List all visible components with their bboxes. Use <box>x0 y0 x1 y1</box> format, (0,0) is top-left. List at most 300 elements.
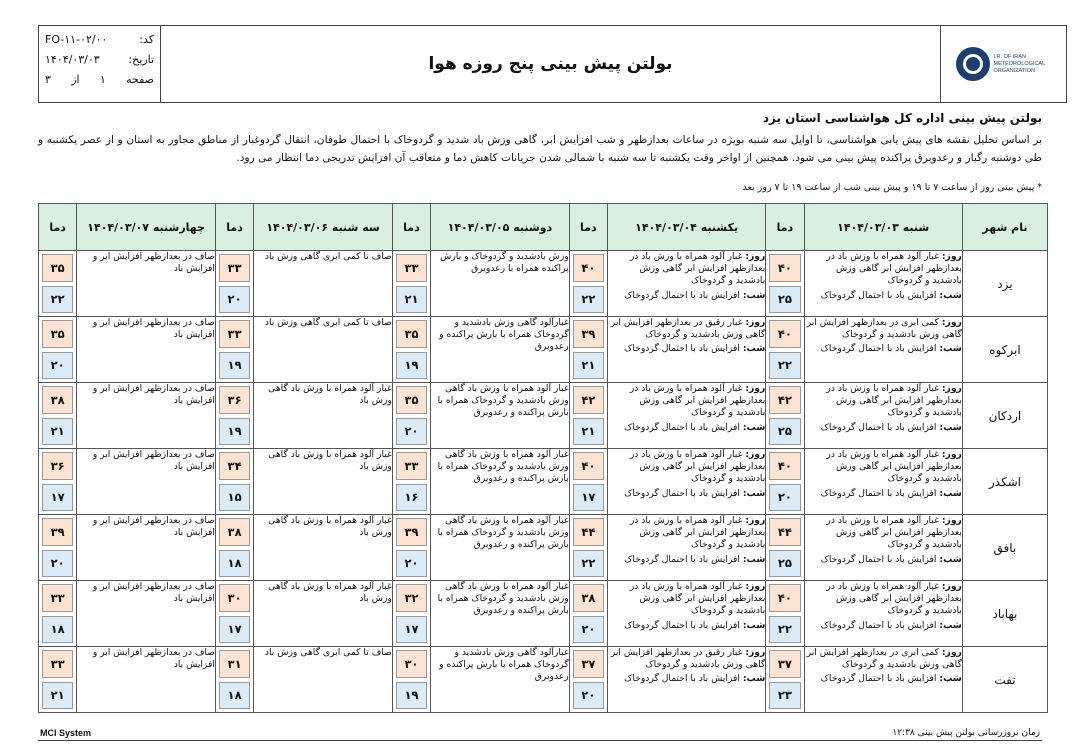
temperature-cell <box>39 647 77 713</box>
min-temp: ۲۱ <box>42 418 73 446</box>
day-header: شنبه ۱۴۰۴/۰۳/۰۳ <box>804 204 962 251</box>
temperature-cell <box>569 647 607 713</box>
day-forecast <box>608 515 765 552</box>
forecast-text: صاف تا کمی ابری گاهی وزش باد <box>264 317 392 328</box>
temperature-stack <box>570 317 607 382</box>
temperature-cell <box>766 647 804 713</box>
forecast-text: غبار آلود همراه با وزش باد گاهی وزش بادشدید و گردوخاک همراه با بارش پراکنده و رعدوبرق <box>437 515 569 551</box>
forecast-cell <box>254 317 393 383</box>
night-text: افزایش باد با احتمال گردوخاک <box>820 487 937 499</box>
forecast-text: وزش بادشدید و گردوخاک و بارش پراکنده همراه با رعدوبرق <box>440 251 569 275</box>
min-temp: ۲۱ <box>396 286 427 314</box>
max-temp: ۴۰ <box>769 254 800 282</box>
day-text: غبار رقیق در بعدازظهر افزایش ابر گاهی وزش بادشدید و گردوخاک <box>610 317 766 341</box>
forecast-text: غبارآلود گاهی وزش بادشدید و گردوخاک همراه با بارش پراکنده و رعدوبرق <box>439 317 569 353</box>
forecast-text: غبار آلود همراه با وزش باد گاهی وزش بادشدید و گردوخاک همراه با بارش پراکنده و رعدوبرق <box>437 581 569 617</box>
night-forecast <box>608 343 765 355</box>
bulletin-header <box>38 25 1067 103</box>
temperature-stack <box>570 515 607 580</box>
forecast-text: غبار آلود همراه با وزش باد گاهی وزش باد <box>268 515 392 539</box>
night-text: افزایش باد با احتمال گردوخاک <box>624 553 740 565</box>
forecast-cell <box>77 449 216 515</box>
temperature-stack <box>39 449 76 514</box>
page-of: از <box>71 73 80 86</box>
night-text: افزایش باد با احتمال گردوخاک <box>820 421 937 433</box>
temp-header: دما <box>39 204 77 251</box>
day-label: روز: <box>941 581 962 592</box>
forecast-cell <box>77 383 216 449</box>
city-name: اردکان <box>962 383 1047 449</box>
temperature-cell <box>766 383 804 449</box>
min-temp: ۱۷ <box>396 616 427 644</box>
day-text: غبار آلود همراه با وزش باد در بعدازظهر افزایش ابر گاهی وزش بادشدید و گردوخاک <box>826 515 962 551</box>
day-text: غبار آلود همراه با وزش باد در بعدازظهر افزایش ابر گاهی وزش بادشدید و گردوخاک <box>629 581 766 617</box>
temperature-cell <box>392 515 430 581</box>
day-header: چهارشنبه ۱۴۰۴/۰۳/۰۷ <box>77 204 216 251</box>
forecast-text: غبار آلود همراه با وزش باد گاهی وزش بادشدید و گردوخاک همراه با بارش پراکنده و رعدوبرق <box>437 449 569 485</box>
night-label: شب: <box>742 553 766 565</box>
forecast-cell <box>77 317 216 383</box>
night-text: افزایش باد با احتمال گردوخاک <box>820 673 937 685</box>
max-temp: ۴۰ <box>573 452 604 480</box>
day-text: غبار آلود همراه با وزش باد در بعدازظهر افزایش ابر گاهی وزش بادشدید و گردوخاک <box>826 449 962 485</box>
temperature-stack <box>216 581 253 646</box>
night-forecast <box>608 488 765 500</box>
night-text: افزایش باد با احتمال گردوخاک <box>624 289 740 301</box>
day-label: روز: <box>941 515 962 526</box>
max-temp: ۴۲ <box>573 386 604 414</box>
night-label: شب: <box>742 673 766 685</box>
forecast-text: غبار آلود همراه با وزش باد گاهی وزش باد <box>268 581 392 605</box>
max-temp: ۳۳ <box>219 320 250 348</box>
day-text: غبار رقیق در بعدازظهر افزایش ابر گاهی وزش بادشدید و گردوخاک <box>610 647 766 671</box>
table-row <box>39 383 1048 449</box>
city-name: ابرکوه <box>962 317 1047 383</box>
max-temp: ۳۹ <box>573 320 604 348</box>
min-temp: ۲۰ <box>769 484 800 512</box>
max-temp: ۳۹ <box>396 518 427 546</box>
max-temp: ۳۹ <box>42 518 73 546</box>
temperature-cell <box>569 581 607 647</box>
temperature-stack <box>39 581 76 646</box>
min-temp: ۱۹ <box>219 418 250 446</box>
day-label: روز: <box>941 251 962 262</box>
temperature-stack <box>216 449 253 514</box>
forecast-cell <box>254 251 393 317</box>
table-row <box>39 251 1048 317</box>
min-temp: ۲۵ <box>769 550 800 578</box>
min-temp: ۲۲ <box>573 550 604 578</box>
min-temp: ۱۹ <box>396 682 427 710</box>
max-temp: ۳۵ <box>396 386 427 414</box>
day-forecast <box>805 383 962 420</box>
night-label: شب: <box>939 421 962 433</box>
day-text: غبار آلود همراه با وزش باد در بعدازظهر افزایش ابر گاهی وزش بادشدید و گردوخاک <box>629 383 766 419</box>
night-text: افزایش باد با احتمال گردوخاک <box>820 343 937 355</box>
night-text: افزایش باد با احتمال گردوخاک <box>624 487 740 499</box>
max-temp: ۳۸ <box>42 386 73 414</box>
max-temp: ۳۸ <box>219 518 250 546</box>
temp-header: دما <box>569 204 607 251</box>
forecast-cell <box>607 647 765 713</box>
forecast-cell <box>804 647 962 713</box>
forecast-text: غبار آلود همراه با وزش باد گاهی وزش باد <box>268 449 392 473</box>
page-current: ۱ <box>99 73 106 86</box>
temperature-stack <box>39 647 76 712</box>
day-text: غبار آلود همراه با وزش باد در بعدازظهر افزایش ابر گاهی وزش بادشدید و گردوخاک <box>826 251 962 287</box>
temperature-cell <box>39 449 77 515</box>
forecast-cell <box>77 251 216 317</box>
forecast-cell <box>254 515 393 581</box>
day-header: دوشنبه ۱۴۰۴/۰۳/۰۵ <box>431 204 570 251</box>
temperature-stack <box>393 581 430 646</box>
forecast-rows <box>39 251 1048 713</box>
min-temp: ۲۰ <box>573 682 604 710</box>
temperature-stack <box>393 515 430 580</box>
temperature-stack <box>39 251 76 316</box>
max-temp: ۳۲ <box>396 584 427 612</box>
temp-header: دما <box>215 204 253 251</box>
max-temp: ۳۱ <box>219 650 250 678</box>
temperature-cell <box>215 581 253 647</box>
night-forecast <box>805 488 962 500</box>
temperature-stack <box>766 317 803 382</box>
forecast-text: صاف در بعدازظهر افزایش ابر و افزایش باد <box>92 251 215 275</box>
day-text: غبار آلود همراه با وزش باد در بعدازظهر افزایش ابر گاهی وزش بادشدید و گردوخاک <box>629 449 766 485</box>
temp-header: دما <box>766 204 804 251</box>
day-header: یکشنبه ۱۴۰۴/۰۳/۰۴ <box>607 204 765 251</box>
forecast-cell <box>607 515 765 581</box>
day-forecast <box>805 647 962 671</box>
forecast-cell <box>804 581 962 647</box>
table-row <box>39 581 1048 647</box>
temperature-cell <box>392 647 430 713</box>
min-temp: ۲۲ <box>769 352 800 380</box>
temperature-stack <box>570 251 607 316</box>
table-row <box>39 317 1048 383</box>
day-text: کمی ابری در بعدازظهر افزایش ابر گاهی وزش بادشدید و گردوخاک <box>806 317 962 341</box>
forecast-text: صاف در بعدازظهر افزایش ابر و افزایش باد <box>92 647 215 671</box>
forecast-text: صاف در بعدازظهر افزایش ابر و افزایش باد <box>92 581 215 605</box>
day-text: غبار آلود همراه با وزش باد در بعدازظهر افزایش ابر گاهی وزش بادشدید و گردوخاک <box>826 581 962 617</box>
night-label: شب: <box>939 289 962 301</box>
night-label: شب: <box>742 421 766 433</box>
max-temp: ۳۳ <box>42 584 73 612</box>
night-label: شب: <box>939 487 962 499</box>
forecast-cell <box>254 647 393 713</box>
min-temp: ۲۰ <box>573 616 604 644</box>
forecast-cell <box>431 383 570 449</box>
temperature-stack <box>39 515 76 580</box>
temperature-cell <box>39 515 77 581</box>
temperature-stack <box>216 515 253 580</box>
temperature-cell <box>766 581 804 647</box>
max-temp: ۳۳ <box>219 254 250 282</box>
day-label: روز: <box>745 449 766 460</box>
temperature-cell <box>392 449 430 515</box>
temperature-cell <box>215 383 253 449</box>
forecast-text: صاف در بعدازظهر افزایش ابر و افزایش باد <box>92 383 215 407</box>
max-temp: ۳۰ <box>219 584 250 612</box>
forecast-cell <box>431 317 570 383</box>
min-temp: ۲۳ <box>769 682 800 710</box>
night-label: شب: <box>742 619 766 631</box>
forecast-cell <box>77 515 216 581</box>
temperature-stack <box>216 383 253 448</box>
max-temp: ۴۰ <box>769 320 800 348</box>
night-forecast <box>608 620 765 632</box>
max-temp: ۳۶ <box>219 386 250 414</box>
day-label: روز: <box>745 251 766 262</box>
min-temp: ۱۸ <box>219 682 250 710</box>
max-temp: ۳۳ <box>42 650 73 678</box>
temperature-stack <box>766 647 803 712</box>
night-forecast <box>805 620 962 632</box>
min-temp: ۱۸ <box>42 616 73 644</box>
temperature-stack <box>570 383 607 448</box>
temperature-stack <box>393 383 430 448</box>
day-header: سه شنبه ۱۴۰۴/۰۳/۰۶ <box>254 204 393 251</box>
meteorological-organization-logo <box>956 47 1052 81</box>
forecast-cell <box>804 317 962 383</box>
city-name: اشکذر <box>962 449 1047 515</box>
night-label: شب: <box>939 553 962 565</box>
forecast-text: صاف تا کمی ابری گاهی وزش باد <box>264 251 392 262</box>
max-temp: ۳۶ <box>42 452 73 480</box>
night-forecast <box>608 422 765 434</box>
night-text: افزایش باد با احتمال گردوخاک <box>820 619 937 631</box>
max-temp: ۳۸ <box>573 584 604 612</box>
night-text: افزایش باد با احتمال گردوخاک <box>624 421 740 433</box>
night-forecast <box>805 343 962 355</box>
max-temp: ۳۳ <box>396 452 427 480</box>
night-forecast <box>805 673 962 685</box>
day-forecast <box>805 581 962 618</box>
forecast-cell <box>431 581 570 647</box>
night-forecast <box>805 290 962 302</box>
day-text: غبار آلود همراه با وزش باد در بعدازظهر افزایش ابر گاهی وزش بادشدید و گردوخاک <box>629 251 766 287</box>
temperature-cell <box>215 317 253 383</box>
forecast-cell <box>607 383 765 449</box>
temperature-cell <box>392 383 430 449</box>
temperature-cell <box>392 251 430 317</box>
temperature-cell <box>215 449 253 515</box>
min-temp: ۲۵ <box>769 286 800 314</box>
temperature-stack <box>216 251 253 316</box>
page-title: بولتن پیش بینی پنج روزه هوا <box>428 54 673 74</box>
logo-area <box>940 26 1066 102</box>
max-temp: ۴۰ <box>769 452 800 480</box>
temperature-stack <box>393 251 430 316</box>
min-temp: ۲۲ <box>769 616 800 644</box>
forecast-cell <box>431 251 570 317</box>
night-text: افزایش باد با احتمال گردوخاک <box>624 673 740 685</box>
forecast-table <box>38 203 1048 713</box>
forecast-text: غبار آلود همراه با وزش باد گاهی وزش بادشدید و گردوخاک همراه با بارش پراکنده و رعدوبرق <box>437 383 569 419</box>
min-temp: ۲۰ <box>396 418 427 446</box>
day-label: روز: <box>941 449 962 460</box>
date-value: ۱۴۰۴/۰۳/۰۳ <box>45 53 100 66</box>
forecast-summary: بر اساس تحلیل نقشه های پیش یابی هواشناسی، تا اوایل سه شنبه بویژه در ساعات بعدازظهر و شب افزایش ابر، گاهی وزش باد شدید و گردوخاک با احتمال طوفان، انتقال گردوغبار از مناطق مجاور به استان و از عصر یکشنبه و طی دوشنبه رگبار و رعدوبرق پراکنده پیش بینی می شود. همچنین از اواخر وقت یکشنبه تا سه شنبه با شمالی شدن جریانات کاهش دما و متعاقب آن افزایش تدریجی دما انتظار می رود. <box>38 134 1042 164</box>
day-forecast <box>805 251 962 288</box>
forecast-cell <box>804 449 962 515</box>
forecast-text: غبار آلود همراه با وزش باد گاهی وزش باد <box>268 383 392 407</box>
max-temp: ۳۵ <box>42 254 73 282</box>
max-temp: ۳۴ <box>219 452 250 480</box>
day-forecast <box>608 449 765 486</box>
min-temp: ۲۰ <box>42 550 73 578</box>
night-label: شب: <box>939 619 962 631</box>
forecast-cell <box>431 515 570 581</box>
night-label: شب: <box>742 343 766 355</box>
max-temp: ۳۷ <box>573 650 604 678</box>
table-row <box>39 515 1048 581</box>
forecast-cell <box>77 581 216 647</box>
day-forecast <box>608 647 765 671</box>
forecast-cell <box>804 383 962 449</box>
night-label: شب: <box>939 343 962 355</box>
min-temp: ۱۵ <box>219 484 250 512</box>
forecast-cell <box>804 515 962 581</box>
temperature-cell <box>766 251 804 317</box>
temperature-stack <box>570 449 607 514</box>
temperature-cell <box>392 581 430 647</box>
code-label: کد: <box>139 33 154 46</box>
table-row <box>39 449 1048 515</box>
forecast-text: صاف در بعدازظهر افزایش ابر و افزایش باد <box>92 449 215 473</box>
footer-divider <box>38 740 1042 741</box>
update-time <box>892 728 1040 738</box>
min-temp: ۲۰ <box>42 352 73 380</box>
day-forecast <box>805 449 962 486</box>
min-temp: ۲۰ <box>219 286 250 314</box>
temperature-cell <box>39 383 77 449</box>
day-text: غبار آلود همراه با وزش باد در بعدازظهر افزایش ابر گاهی وزش بادشدید و گردوخاک <box>826 383 962 419</box>
day-label: روز: <box>941 383 962 394</box>
day-label: روز: <box>941 317 962 328</box>
table-row <box>39 647 1048 713</box>
code-value: FO-۱۱-۰۲/۰۰ <box>45 33 108 46</box>
day-label: روز: <box>745 383 766 394</box>
temperature-stack <box>766 515 803 580</box>
night-forecast <box>805 422 962 434</box>
temperature-cell <box>215 515 253 581</box>
day-forecast <box>608 581 765 618</box>
max-temp: ۴۰ <box>573 254 604 282</box>
temperature-stack <box>766 383 803 448</box>
night-text: افزایش باد با احتمال گردوخاک <box>624 619 740 631</box>
day-text: غبار آلود همراه با وزش باد در بعدازظهر افزایش ابر گاهی وزش بادشدید و گردوخاک <box>629 515 766 551</box>
date-label: تاریخ: <box>128 53 154 66</box>
night-forecast <box>608 290 765 302</box>
night-label: شب: <box>939 673 962 685</box>
day-label: روز: <box>745 317 766 328</box>
day-forecast <box>608 383 765 420</box>
city-name: بهاباد <box>962 581 1047 647</box>
night-label: شب: <box>742 487 766 499</box>
temperature-cell <box>39 581 77 647</box>
forecast-cell <box>804 251 962 317</box>
update-time-value: ۱۲:۳۸ <box>892 728 915 738</box>
night-forecast <box>608 673 765 685</box>
min-temp: ۲۲ <box>42 286 73 314</box>
city-name: تفت <box>962 647 1047 713</box>
temperature-stack <box>570 647 607 712</box>
day-forecast <box>805 317 962 341</box>
temp-header: دما <box>392 204 430 251</box>
logo-text: I.R. OF IRAN METEOROLOGICAL ORGANIZATION <box>993 53 1045 74</box>
max-temp: ۳۰ <box>396 650 427 678</box>
forecast-cell <box>431 449 570 515</box>
min-temp: ۱۹ <box>396 352 427 380</box>
forecast-cell <box>607 581 765 647</box>
day-label: روز: <box>941 647 962 658</box>
temperature-cell <box>215 251 253 317</box>
min-temp: ۱۷ <box>573 484 604 512</box>
city-name: یزد <box>962 251 1047 317</box>
temperature-stack <box>570 581 607 646</box>
temperature-stack <box>393 647 430 712</box>
night-forecast <box>608 554 765 566</box>
max-temp: ۴۰ <box>769 584 800 612</box>
night-label: شب: <box>742 289 766 301</box>
temperature-cell <box>766 449 804 515</box>
min-temp: ۱۹ <box>219 352 250 380</box>
forecast-text: صاف تا کمی ابری گاهی وزش باد <box>264 647 392 658</box>
min-temp: ۲۵ <box>769 418 800 446</box>
min-temp: ۱۷ <box>219 616 250 644</box>
night-text: افزایش باد با احتمال گردوخاک <box>624 343 740 355</box>
night-text: افزایش باد با احتمال گردوخاک <box>820 289 937 301</box>
forecast-cell <box>607 449 765 515</box>
document-meta <box>39 26 161 102</box>
forecast-text: صاف در بعدازظهر افزایش ابر و افزایش باد <box>92 515 215 539</box>
forecast-cell <box>77 647 216 713</box>
max-temp: ۴۲ <box>769 386 800 414</box>
temperature-stack <box>766 449 803 514</box>
min-temp: ۲۱ <box>42 682 73 710</box>
day-forecast <box>805 515 962 552</box>
temperature-stack <box>39 317 76 382</box>
forecast-text: غبارآلود گاهی وزش بادشدید و گردوخاک همراه با بارش پراکنده و رعدوبرق <box>439 647 569 683</box>
min-temp: ۲۲ <box>573 286 604 314</box>
page-label: صفحه <box>126 73 154 86</box>
temperature-cell <box>39 317 77 383</box>
min-temp: ۲۰ <box>396 550 427 578</box>
min-temp: ۱۶ <box>396 484 427 512</box>
forecast-text: صاف در بعدازظهر افزایش ابر و افزایش باد <box>92 317 215 341</box>
temperature-stack <box>216 647 253 712</box>
temperature-cell <box>215 647 253 713</box>
logo-icon <box>956 47 990 81</box>
forecast-cell <box>254 383 393 449</box>
day-label: روز: <box>745 647 766 658</box>
temperature-cell <box>569 449 607 515</box>
page-total: ۳ <box>45 73 51 86</box>
night-forecast <box>805 554 962 566</box>
min-temp: ۲۱ <box>573 418 604 446</box>
temperature-cell <box>569 515 607 581</box>
temperature-cell <box>569 383 607 449</box>
temperature-cell <box>766 317 804 383</box>
temperature-stack <box>393 317 430 382</box>
max-temp: ۳۵ <box>396 320 427 348</box>
temperature-stack <box>39 383 76 448</box>
forecast-cell <box>607 317 765 383</box>
temperature-cell <box>39 251 77 317</box>
forecast-note: * پیش بینی روز از ساعت ۷ تا ۱۹ و پیش بینی شب از ساعت ۱۹ تا ۷ روز بعد <box>742 182 1042 193</box>
temperature-cell <box>569 317 607 383</box>
